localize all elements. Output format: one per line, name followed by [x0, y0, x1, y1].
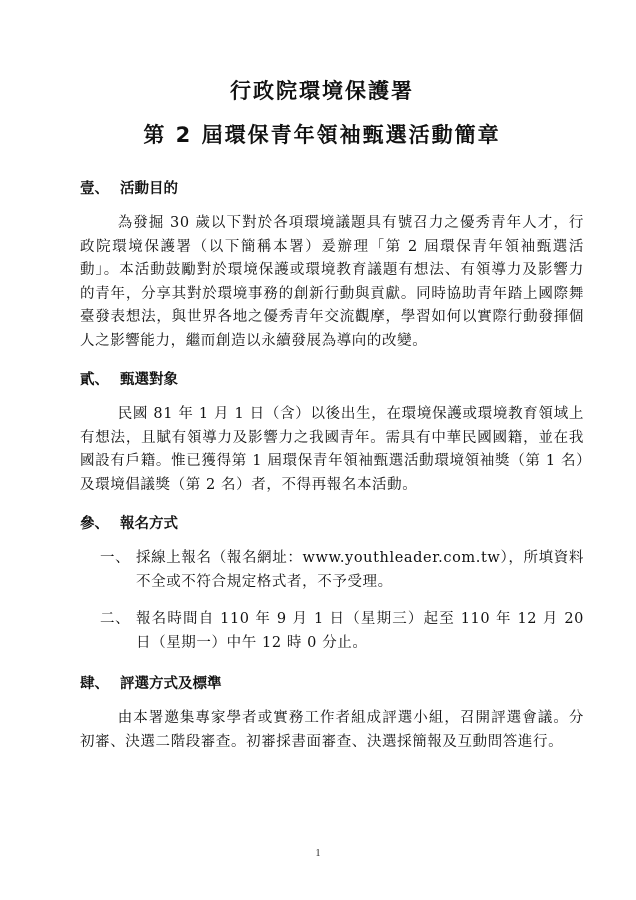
- agency-title: 行政院環境保護署: [230, 79, 414, 103]
- event-title: 第 2 屆環保青年領袖甄選活動簡章: [143, 123, 501, 147]
- section-title: 甄選對象: [120, 372, 178, 388]
- section-title: 評選方式及標準: [120, 676, 222, 692]
- section-number: 參、: [80, 516, 109, 532]
- section-number: 貳、: [80, 372, 109, 388]
- list-item-mark: 一、: [100, 550, 131, 566]
- section-heading-eligibility: [80, 369, 584, 391]
- section-heading-registration: [80, 513, 584, 535]
- list-item-text: 採線上報名（報名網址：www.youthleader.com.tw），所填資料不全或不符合規定格式者，不予受理。: [136, 550, 584, 590]
- list-item-mark: 二、: [100, 611, 131, 627]
- section-number: 肆、: [80, 676, 109, 692]
- section-title: 報名方式: [120, 516, 178, 532]
- list-item: [100, 547, 584, 594]
- page-number: 1: [315, 848, 321, 859]
- section-heading-purpose: [80, 178, 584, 200]
- list-item-text: 報名時間自 110 年 9 月 1 日（星期三）起至 110 年 12 月 20 日（星期一）中午 12 時 0 分止。: [136, 611, 584, 651]
- section-heading-evaluation: [80, 673, 584, 695]
- section-paragraph-purpose: 為發掘 30 歲以下對於各項環境議題具有號召力之優秀青年人才，行政院環境保護署（以下簡稱本署）爰辦理「第 2 屆環保青年領袖甄選活動」。本活動鼓勵對於環境保護或環境教育議題有想法、有領導力及影響力的青年，分享其對於環境事務的創新行動與貢獻。同時協助青年踏上國際舞臺發表想法，與世界各地之優秀青年交流觀摩，學習如何以實際行動發揮個人之影響能力，繼而創造以永續發展為導向的改變。: [80, 215, 584, 349]
- section-title: 活動目的: [120, 181, 178, 197]
- section-number: 壹、: [80, 181, 109, 197]
- section-paragraph-eligibility: 民國 81 年 1 月 1 日（含）以後出生，在環境保護或環境教育領域上有想法，且賦有領導力及影響力之我國青年。需具有中華民國國籍，並在我國設有戶籍。惟已獲得第 1 屆環保青年領袖甄選活動環境領袖獎（第 1 名）及環境倡議獎（第 2 名）者，不得再報名本活動。: [80, 406, 584, 493]
- section-paragraph-evaluation: 由本署邀集專家學者或實務工作者組成評選小組，召開評選會議。分初審、決選二階段審查。初審採書面審查、決選採簡報及互動問答進行。: [80, 710, 584, 750]
- list-item: [100, 608, 584, 655]
